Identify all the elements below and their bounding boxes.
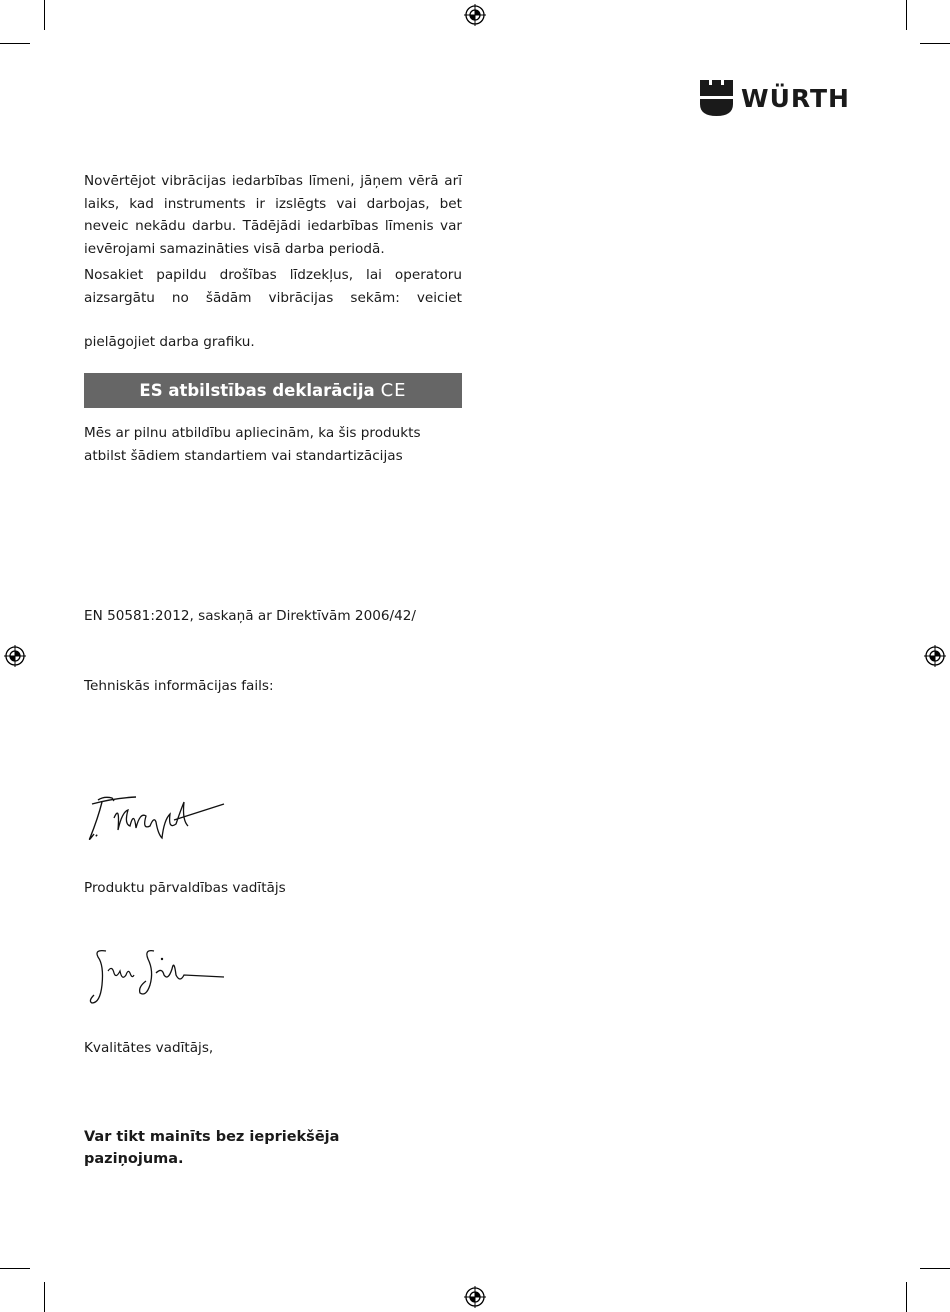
change-notice-line2: paziņojuma. bbox=[84, 1151, 184, 1167]
wurth-logo-icon bbox=[700, 80, 733, 116]
registration-mark-icon bbox=[924, 645, 946, 667]
crop-mark bbox=[0, 43, 30, 44]
registration-mark-icon bbox=[464, 4, 486, 26]
crop-mark bbox=[906, 0, 907, 30]
brand-logo bbox=[700, 80, 850, 116]
logo-wordmark: WÜRTH bbox=[741, 83, 850, 113]
technical-file-label: Tehniskās informācijas fails: bbox=[84, 678, 274, 694]
paragraph-vibration-exposure: Novērtējot vibrācijas iedarbības līmeni, jāņem vērā arī laiks, kad instruments ir izslēgts vai darbojas, bet neveic nekādu darbu. Tādējādi iedarbības līmenis var ievērojami samazināties visā darba periodā. bbox=[84, 173, 462, 257]
ce-mark: CE bbox=[380, 380, 407, 401]
declaration-title: ES atbilstības deklarācija bbox=[139, 381, 375, 400]
declaration-statement: Mēs ar pilnu atbildību apliecinām, ka šis produkts atbilst šādiem standartiem vai standartizācijas bbox=[84, 425, 421, 464]
registration-mark-icon bbox=[4, 645, 26, 667]
crop-mark bbox=[920, 1268, 950, 1269]
standard-reference: EN 50581:2012, saskaņā ar Direktīvām 2006/42/ bbox=[84, 608, 416, 624]
paragraph-safety-measures-end: pielāgojiet darba grafiku. bbox=[84, 334, 255, 350]
declaration-heading bbox=[84, 373, 462, 408]
signature-product-manager bbox=[84, 790, 234, 845]
signature-quality-manager bbox=[84, 945, 234, 1007]
crop-mark bbox=[906, 1282, 907, 1312]
paragraph-safety-measures: Nosakiet papildu drošības līdzekļus, lai operatoru aizsargātu no šādām vibrācijas sekām: veiciet bbox=[84, 267, 462, 306]
crop-mark bbox=[0, 1268, 30, 1269]
change-notice-line1: Var tikt mainīts bez iepriekšēja bbox=[84, 1129, 340, 1145]
crop-mark bbox=[44, 1282, 45, 1312]
crop-mark bbox=[44, 0, 45, 30]
role-quality-manager: Kvalitātes vadītājs, bbox=[84, 1040, 214, 1056]
registration-mark-icon bbox=[464, 1286, 486, 1308]
role-product-manager: Produktu pārvaldības vadītājs bbox=[84, 880, 286, 896]
crop-mark bbox=[920, 43, 950, 44]
change-notice bbox=[84, 1126, 462, 1170]
